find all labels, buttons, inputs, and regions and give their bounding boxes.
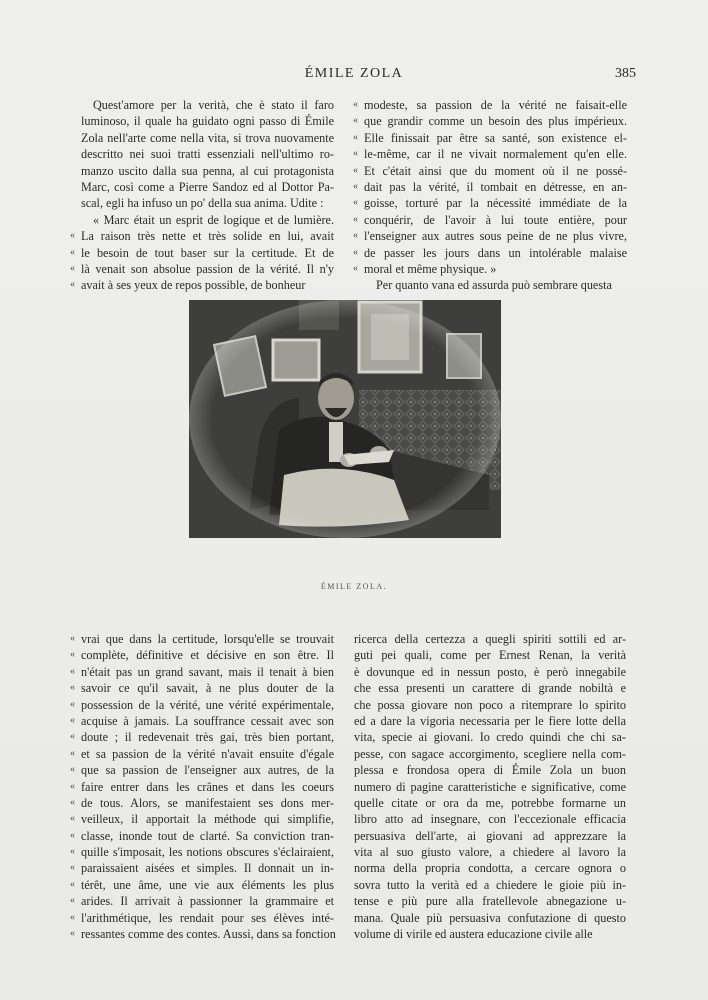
- text-line: Marc, così come a Pierre Sandoz ed al Dottor Pa-: [81, 179, 334, 194]
- quote-mark: «: [353, 246, 358, 258]
- text-line: norma della propria condotta, a cercare ognora o: [354, 861, 626, 876]
- quote-mark: «: [353, 99, 358, 110]
- quote-mark: «: [353, 148, 358, 160]
- quote-mark: «: [70, 829, 75, 841]
- quote-mark: «: [70, 731, 75, 743]
- text-line: « et sa passion de la vérité n'avait ensuite d'égale: [70, 746, 334, 761]
- text-line: « dait pas la vérité, il tombait en détresse, en an-: [353, 179, 627, 194]
- vignette: [189, 300, 501, 538]
- text-line: « que grandir comme un besoin des plus impérieux.: [353, 114, 627, 129]
- text-line: « savoir ce qu'il savait, à ne plus douter de la: [70, 681, 334, 696]
- quote-mark: «: [353, 115, 358, 127]
- quote-mark: «: [70, 747, 75, 759]
- text-line: sovra tutto la verità ed a chiedere le gioie più in-: [354, 877, 626, 892]
- text-line: « moral et même physique. »: [353, 261, 497, 276]
- bottom-left-column: [70, 631, 336, 942]
- quote-mark: «: [70, 780, 75, 792]
- quote-mark: «: [70, 911, 75, 923]
- text-line: « l'enseigner aux autres sous peine de ne plus vivre,: [353, 229, 627, 244]
- portrait-photo: [189, 300, 501, 538]
- text-line: « de passer les jours dans un intolérable malaise: [353, 245, 627, 260]
- text-line: « conquérir, de l'avoir à lui toute entière, pour: [353, 212, 627, 227]
- text-line: mana. Quale più persuasiva confutazione di questo: [354, 910, 626, 925]
- quote-mark: «: [70, 665, 75, 677]
- text-line: « modeste, sa passion de la vérité ne faisait-elle: [353, 98, 627, 112]
- text-line: manzo uscito dalla sua penna, al cui protagonista: [81, 163, 334, 178]
- text-line: Quest'amore per la verità, che è stato il faro: [93, 98, 334, 112]
- quote-mark: «: [353, 230, 358, 242]
- text-line: « ressantes comme des contes. Aussi, dans sa fonction: [70, 927, 336, 942]
- quote-mark: «: [70, 846, 75, 858]
- text-line: « quille s'imposait, les notions obscures s'éclairaient,: [70, 845, 334, 860]
- text-line: « faire entrer dans les crânes et dans les coeurs: [70, 779, 334, 794]
- text-line: « avait à ses yeux de repos possible, de bonheur: [70, 278, 306, 293]
- quote-mark: «: [353, 213, 358, 225]
- quote-mark: «: [353, 131, 358, 143]
- text-line: volume di virile ed austera educazione civile alle: [354, 927, 593, 942]
- text-line: ricerca della certezza a quegli spiriti sottili ed ar-: [354, 632, 626, 646]
- text-line: « que sa passion de l'enseigner aux autres, de la: [70, 763, 334, 778]
- text-line: persuasiva dell'arte, ai giovani ad apprezzare la: [354, 828, 626, 843]
- text-line: Zola nell'arte come nella vita, si trova nuovamente: [81, 130, 334, 145]
- text-line: « doute ; il redevenait très gai, très bien portant,: [70, 730, 334, 745]
- text-line: vita al suo giusto valore, a chiedere al lavoro la: [354, 845, 626, 860]
- running-title: ÉMILE ZOLA: [304, 66, 404, 81]
- quote-mark: «: [70, 246, 75, 258]
- text-line: « veilleux, il apportait la méthode qui simplifie,: [70, 812, 334, 827]
- text-line: numero di pagine caratteristiche e significative, come: [354, 779, 626, 794]
- text-line: « classe, inonde tout de clarté. Sa conviction tran-: [70, 828, 334, 843]
- quote-mark: «: [353, 262, 358, 274]
- quote-mark: «: [70, 796, 75, 808]
- quote-mark: «: [353, 197, 358, 209]
- text-line: « arides. Il arrivait à passionner la grammaire et: [70, 894, 334, 909]
- text-line: guti pei quali, come per Ernest Renan, la verità: [354, 648, 626, 663]
- text-line: luminoso, il quale ha guidato ogni passo di Émile: [81, 114, 334, 129]
- text-line: plessa e frondosa opera di Émile Zola un buon: [354, 763, 626, 778]
- text-line: Per quanto vana ed assurda può sembrare questa: [376, 278, 612, 293]
- quote-mark: «: [70, 262, 75, 274]
- quote-mark: «: [70, 649, 75, 661]
- bottom-right-column: [354, 631, 626, 942]
- quote-mark: «: [70, 698, 75, 710]
- quote-mark: «: [70, 862, 75, 874]
- quote-mark: «: [353, 164, 358, 176]
- text-line: « Elle finissait par être sa santé, son existence el-: [353, 130, 627, 145]
- text-line: « là venait son absolue passion de la vérité. Il n'y: [70, 261, 334, 276]
- quote-mark: «: [70, 878, 75, 890]
- quote-mark: «: [70, 633, 75, 644]
- text-line: « goisse, torturé par la nécessité immédiate de la: [353, 196, 627, 211]
- quote-mark: «: [70, 895, 75, 907]
- text-line: « acquise à jamais. La souffrance cessait avec son: [70, 713, 334, 728]
- top-left-column: [70, 97, 334, 294]
- text-line: « vrai que dans la certitude, lorsqu'elle se trouvait: [70, 632, 334, 646]
- page-number: 385: [615, 66, 636, 81]
- text-line: descritto nei suoi tratti essenziali nell'ultimo ro-: [81, 147, 334, 162]
- text-line: che essa presenti un carattere di grande nobiltà e: [354, 681, 626, 696]
- text-line: « le besoin de tout baser sur la certitude. Et de: [70, 245, 334, 260]
- text-line: « paraissaient aisées et simples. Il donnait un in-: [70, 861, 334, 876]
- text-line: « Marc était un esprit de logique et de lumière.: [93, 212, 334, 227]
- text-line: « La raison très nette et très solide en lui, avait: [70, 229, 334, 244]
- text-line: « térêt, une âme, une vie aux éléments les plus: [70, 877, 334, 892]
- quote-mark: «: [70, 714, 75, 726]
- text-line: libro atto ad insegnare, con l'eccezionale efficacia: [354, 812, 626, 827]
- text-line: che possa giovare non poco a ritemprare lo spirito: [354, 697, 626, 712]
- quote-mark: «: [70, 928, 75, 940]
- quote-mark: «: [70, 682, 75, 694]
- text-line: « complète, définitive et décisive en son être. Il: [70, 648, 334, 663]
- text-line: « de tous. Alors, se manifestaient ses dons mer-: [70, 795, 334, 810]
- text-line: « le-même, car il ne vivait normalement qu'en elle.: [353, 147, 627, 162]
- text-line: quelle citate or ora da me, potrebbe formarne un: [354, 795, 626, 810]
- text-line: scal, egli ha infuso un po' della sua anima. Udite :: [81, 196, 324, 211]
- quote-mark: «: [70, 764, 75, 776]
- quote-mark: «: [70, 813, 75, 825]
- top-right-column: [353, 97, 627, 294]
- text-line: ed a dare la vigoria necessaria per le fiere lotte della: [354, 713, 626, 728]
- text-line: è dovunque ed in nessun posto, è però innegabile: [354, 664, 626, 679]
- text-line: vita, specie ai giovani. Io credo quindi che chi sa-: [354, 730, 626, 745]
- text-line: « possession de la vérité, une vérité expérimentale,: [70, 697, 334, 712]
- text-line: « n'était pas un grand savant, mais il tenait à bien: [70, 664, 334, 679]
- text-line: « l'arithmétique, les rendait pour ses élèves inté-: [70, 910, 334, 925]
- quote-mark: «: [70, 279, 75, 291]
- text-line: « Et c'était ainsi que du moment où il ne possé-: [353, 163, 627, 178]
- text-line: tense e più pure alla fratellevole abnegazione u-: [354, 894, 626, 909]
- text-line: pesse, con sagace accorgimento, scegliere nella com-: [354, 746, 626, 761]
- quote-mark: «: [70, 230, 75, 242]
- photo-caption: ÉMILE ZOLA.: [320, 582, 388, 591]
- quote-mark: «: [353, 180, 358, 192]
